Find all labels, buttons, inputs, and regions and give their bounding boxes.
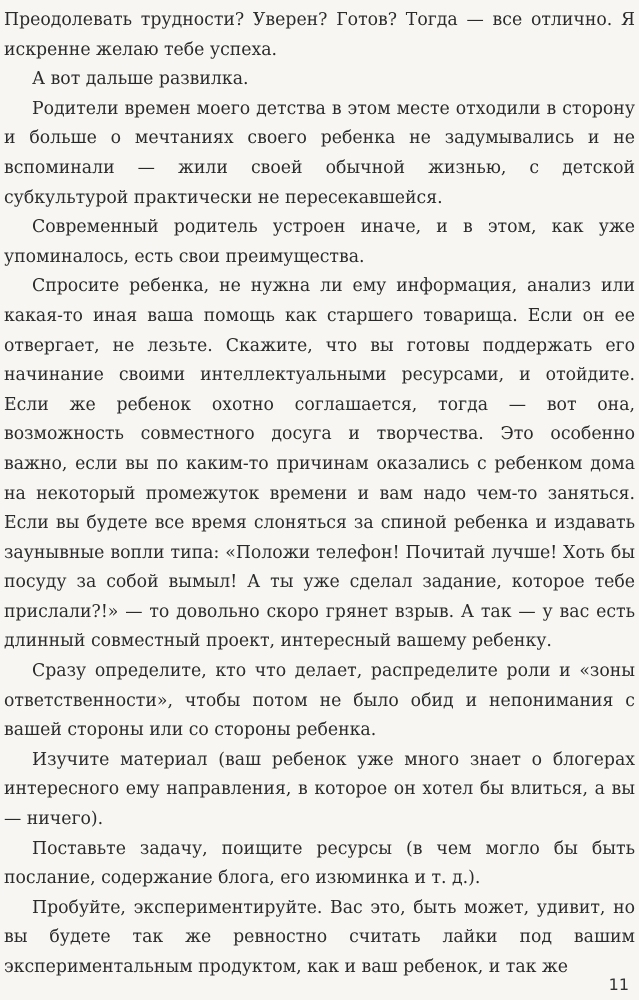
paragraph: Поставьте задачу, поищите ресурсы (в чем могло бы быть послание, содержание блога, его изюминка и т. д.).	[4, 838, 635, 889]
paragraph: Сразу определите, кто что делает, распределите роли и «зоны ответственности», чтобы потом не было обид и непонимания с вашей стороны или со стороны ребенка.	[4, 661, 635, 741]
page-number: 11	[608, 975, 629, 994]
paragraph: Родители времен моего детства в этом месте отходили в сторону и больше о мечтаниях своего ребенка не задумывались и не вспоминали — жили своей обычной жизнью, с детской субкультурой практически не пересекавшейся.	[4, 98, 635, 208]
paragraph: Современный родитель устроен иначе, и в этом, как уже упоминалось, есть свои преимущества.	[4, 217, 635, 267]
paragraph-continuation: Преодолевать трудности? Уверен? Готов? Тогда — все отлично. Я искренне желаю тебе успеха.	[4, 10, 635, 60]
paragraph: Изучите материал (ваш ребенок уже много знает о блогерах интересного ему направления, в которое он хотел бы влиться, а вы — ничего).	[4, 749, 635, 830]
paragraph: Пробуйте, экспериментируйте. Вас это, быть может, удивит, но вы будете так же ревностно считать лайки под вашим экспериментальным продуктом, как и ваш ребенок, и так же	[4, 897, 635, 977]
paragraph: Спросите ребенка, не нужна ли ему информация, анализ или какая-то иная ваша помощь как старшего товарища. Если он ее отвергает, не лезьте. Скажите, что вы готовы поддержать его начинание своими интеллектуальными ресурсами, и отойдите. Если же ребенок охотно соглашается, тогда — вот она, возможность совместного досуга и творчества. Это особенно важно, если вы по каким-то причинам оказались с ребенком дома на некоторый промежуток времени и вам надо чем-то заняться. Если вы будете все время слоняться за спиной ребенка и издавать заунывные вопли типа: «Положи телефон! Почитай лучше! Хоть бы посуду за собой вымыл! А ты уже сделал задание, которое тебе прислали?!» — то довольно скоро грянет взрыв. А так — у вас есть длинный совместный проект, интересный вашему ребенку.	[4, 276, 635, 652]
paragraph: А вот дальше развилка.	[32, 69, 249, 90]
